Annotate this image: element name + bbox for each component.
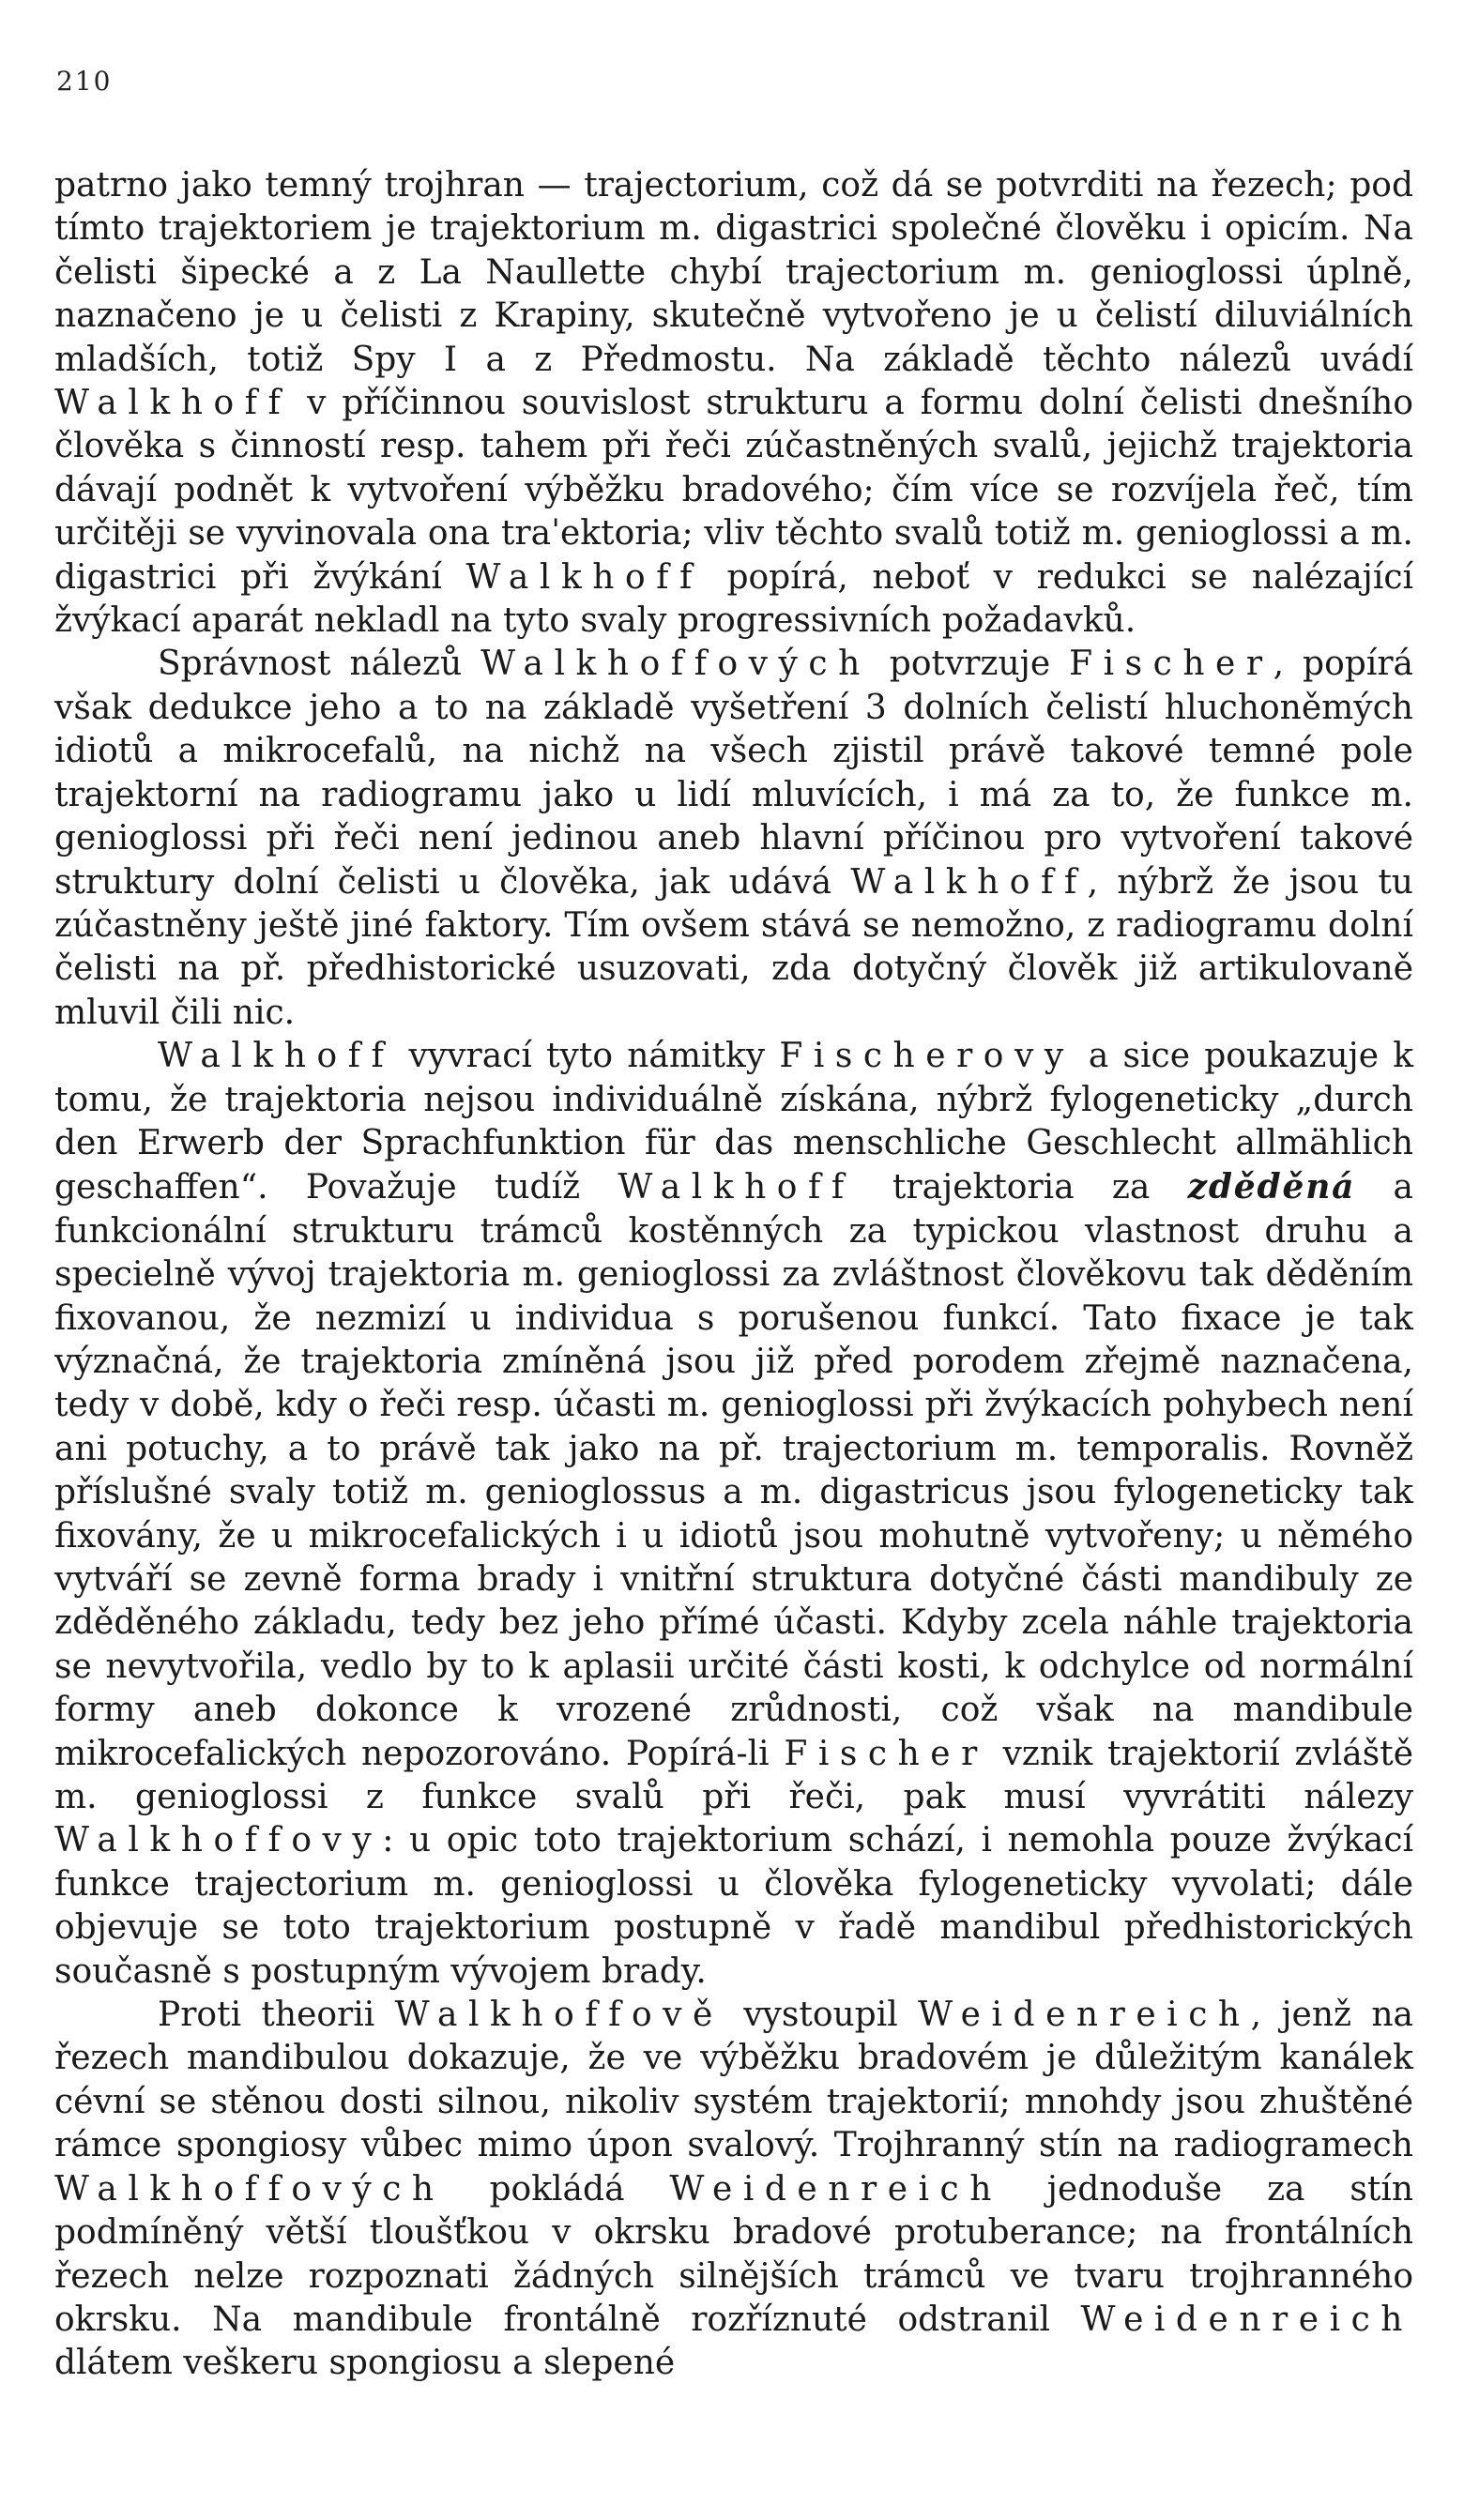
text-run: vystoupil (723, 1996, 919, 2035)
spaced-name: Fischer (784, 1734, 988, 1773)
text-run: jednoduše za stín podmíněný větší tloušťkou v okrsku bradové protuberance; na frontálních řezech nelze rozpoznati žádných silnějších trámců ve tvaru trojhranného okrsku. Na mandibule frontálně rozříznuté odstranil (54, 2169, 1414, 2339)
spaced-name: Walkhoffových (480, 645, 871, 684)
body-text (54, 164, 1413, 2386)
spaced-name: Walkhoffovy (54, 1821, 383, 1860)
text-run: trajektoria za (854, 1168, 1188, 1207)
page-number: 210 (56, 66, 113, 97)
spaced-name: Walkhoffově (394, 1996, 724, 2035)
text-run: vznik trajektorií zvláště m. genioglossi z funkce svalů při řeči, pak musí vyvrátiti nálezy (54, 1734, 1413, 1817)
text-run: Proti theorii (158, 1996, 395, 2035)
text-run: a funkcionální strukturu trámců kostěnných za typickou vlastnost druhu a specielně vývoj trajektoria m. genioglossi za zvláštnost člověkovu tak děděním fixovanou, že nezmizí u individua s porušenou funkcí. Tato fixace je tak význačná, že trajektoria zmíněná jsou již před porodem zřejmě naznačena, tedy v době, kdy o řeči resp. účasti m. genioglossi při žvýkacích pohybech není ani potuchy, a to právě tak jako na př. trajectorium m. temporalis. Rovněž příslušné svaly totiž m. genioglossus a m. digastricus jsou fylogeneticky tak fixovány, že u mikrocefalických i u idiotů jsou mohutně vytvořeny; u němého vytváří se zevně forma brady i vnitřní struktura dotyčné části mandibuly ze zděděného základu, tedy bez jeho přímé účasti. Kdyby zcela náhle trajektoria se nevytvořila, vedlo by to k aplasii určité části kosti, k odchylce od normální formy aneb dokonce k vrozené zrůdnosti, což však na mandibule mikrocefalických nepozorováno. Popírá-li (54, 1168, 1414, 1773)
emphasis: zděděná (1187, 1167, 1356, 1207)
text-run: dlátem veškeru spongiosu a slepené (54, 2344, 676, 2383)
spaced-name: Walkhoff (618, 1168, 855, 1207)
spaced-name: Walkhoffových (54, 2169, 445, 2209)
spaced-name: Walkhoff (54, 384, 292, 423)
text-run: , nýbrž že jsou tu zúčastněny ještě jiné faktory. Tím ovšem stává se nemožno, z radiogramu dolní čelisti na př. předhistorické usuzovati, zda dotyčný člověk již artikulovaně mluvil čili nic. (54, 862, 1413, 1032)
spaced-name: Walkhoff (850, 862, 1088, 902)
spaced-name: Weidenreich (669, 2169, 1002, 2209)
spaced-name: Walkhoff (465, 557, 703, 597)
text-run: , jenž na řezech mandibulou dokazuje, že ve výběžku bradovém je důležitým kanálek cévní se stěnou dosti silnou, nikoliv systém trajektorií; mnohdy jsou zhuštěné rámce spongiosy vůbec mimo úpon svalový. Trojhranný stín na radiogramech (54, 1996, 1413, 2165)
paragraph (54, 1035, 1413, 1994)
spaced-name: Weidenreich (918, 1996, 1251, 2035)
text-run: popírá, neboť v redukci se nalézající žvýkací aparát nekladl na tyto svaly progressivních požadavků. (54, 557, 1414, 641)
spaced-name: Walkhoff (158, 1037, 395, 1076)
paragraph (54, 643, 1413, 1035)
spaced-name: Weidenreich (1080, 2300, 1413, 2339)
text-run: vyvrací tyto námitky (394, 1037, 780, 1076)
text-run: , popírá však dedukce jeho a to na základě vyšetření 3 dolních čelistí hluchoněmých idiotů a mikrocefalů, na nichž na všech zjistil právě takové temné pole trajektorní na radiogramu jako u lidí mluvících, i má za to, že funkce m. genioglossi při řeči není jedinou aneb hlavní příčinou pro vytvoření takové struktury dolní čelisti u člověka, jak udává (54, 645, 1413, 902)
text-run: pokládá (444, 2169, 670, 2209)
text-run: potvrzuje (870, 645, 1070, 684)
spaced-name: Fischerovy (779, 1037, 1075, 1076)
paragraph (54, 1994, 1413, 2386)
spaced-name: Fischer (1069, 645, 1273, 684)
text-run: patrno jako temný trojhran — trajectorium, což dá se potvrditi na řezech; pod tímto trajektoriem je trajektorium m. digastrici společné člověku i opicím. Na čelisti šipecké a z La Naullette chybí trajectorium m. genioglossi úplně, naznačeno je u čelisti z Krapiny, skutečně vytvořeno je u čelistí diluviálních mladších, totiž Spy I a z Předmostu. Na základě těchto nálezů uvádí (54, 166, 1413, 379)
text-run: : u opic toto trajektorium schází, i nemohla pouze žvýkací funkce trajectorium m. genioglossi u člověka fylogeneticky vyvolati; dále objevuje se toto trajektorium postupně v řadě mandibul předhistorických současně s postupným vývojem brady. (54, 1821, 1413, 1991)
text-run: Správnost nálezů (158, 645, 481, 684)
paragraph (54, 164, 1413, 643)
text-run: v příčinnou souvislost strukturu a formu dolní čelisti dnešního člověka s činností resp. tahem při řeči zúčastněných svalů, jejichž trajektoria dávají podnět k vytvoření výběžku bradového; čím více se rozvíjela řeč, tím určitěji se vyvinovala ona traˈektoria; vliv těchto svalů totiž m. genioglossi a m. digastrici při žvýkání (54, 384, 1413, 597)
text-run: a sice poukazuje k tomu, že trajektoria nejsou individuálně získána, nýbrž fylogeneticky „durch den Erwerb der Sprachfunktion für das menschliche Geschlecht allmählich geschaffen“. Považuje tudíž (54, 1037, 1414, 1207)
